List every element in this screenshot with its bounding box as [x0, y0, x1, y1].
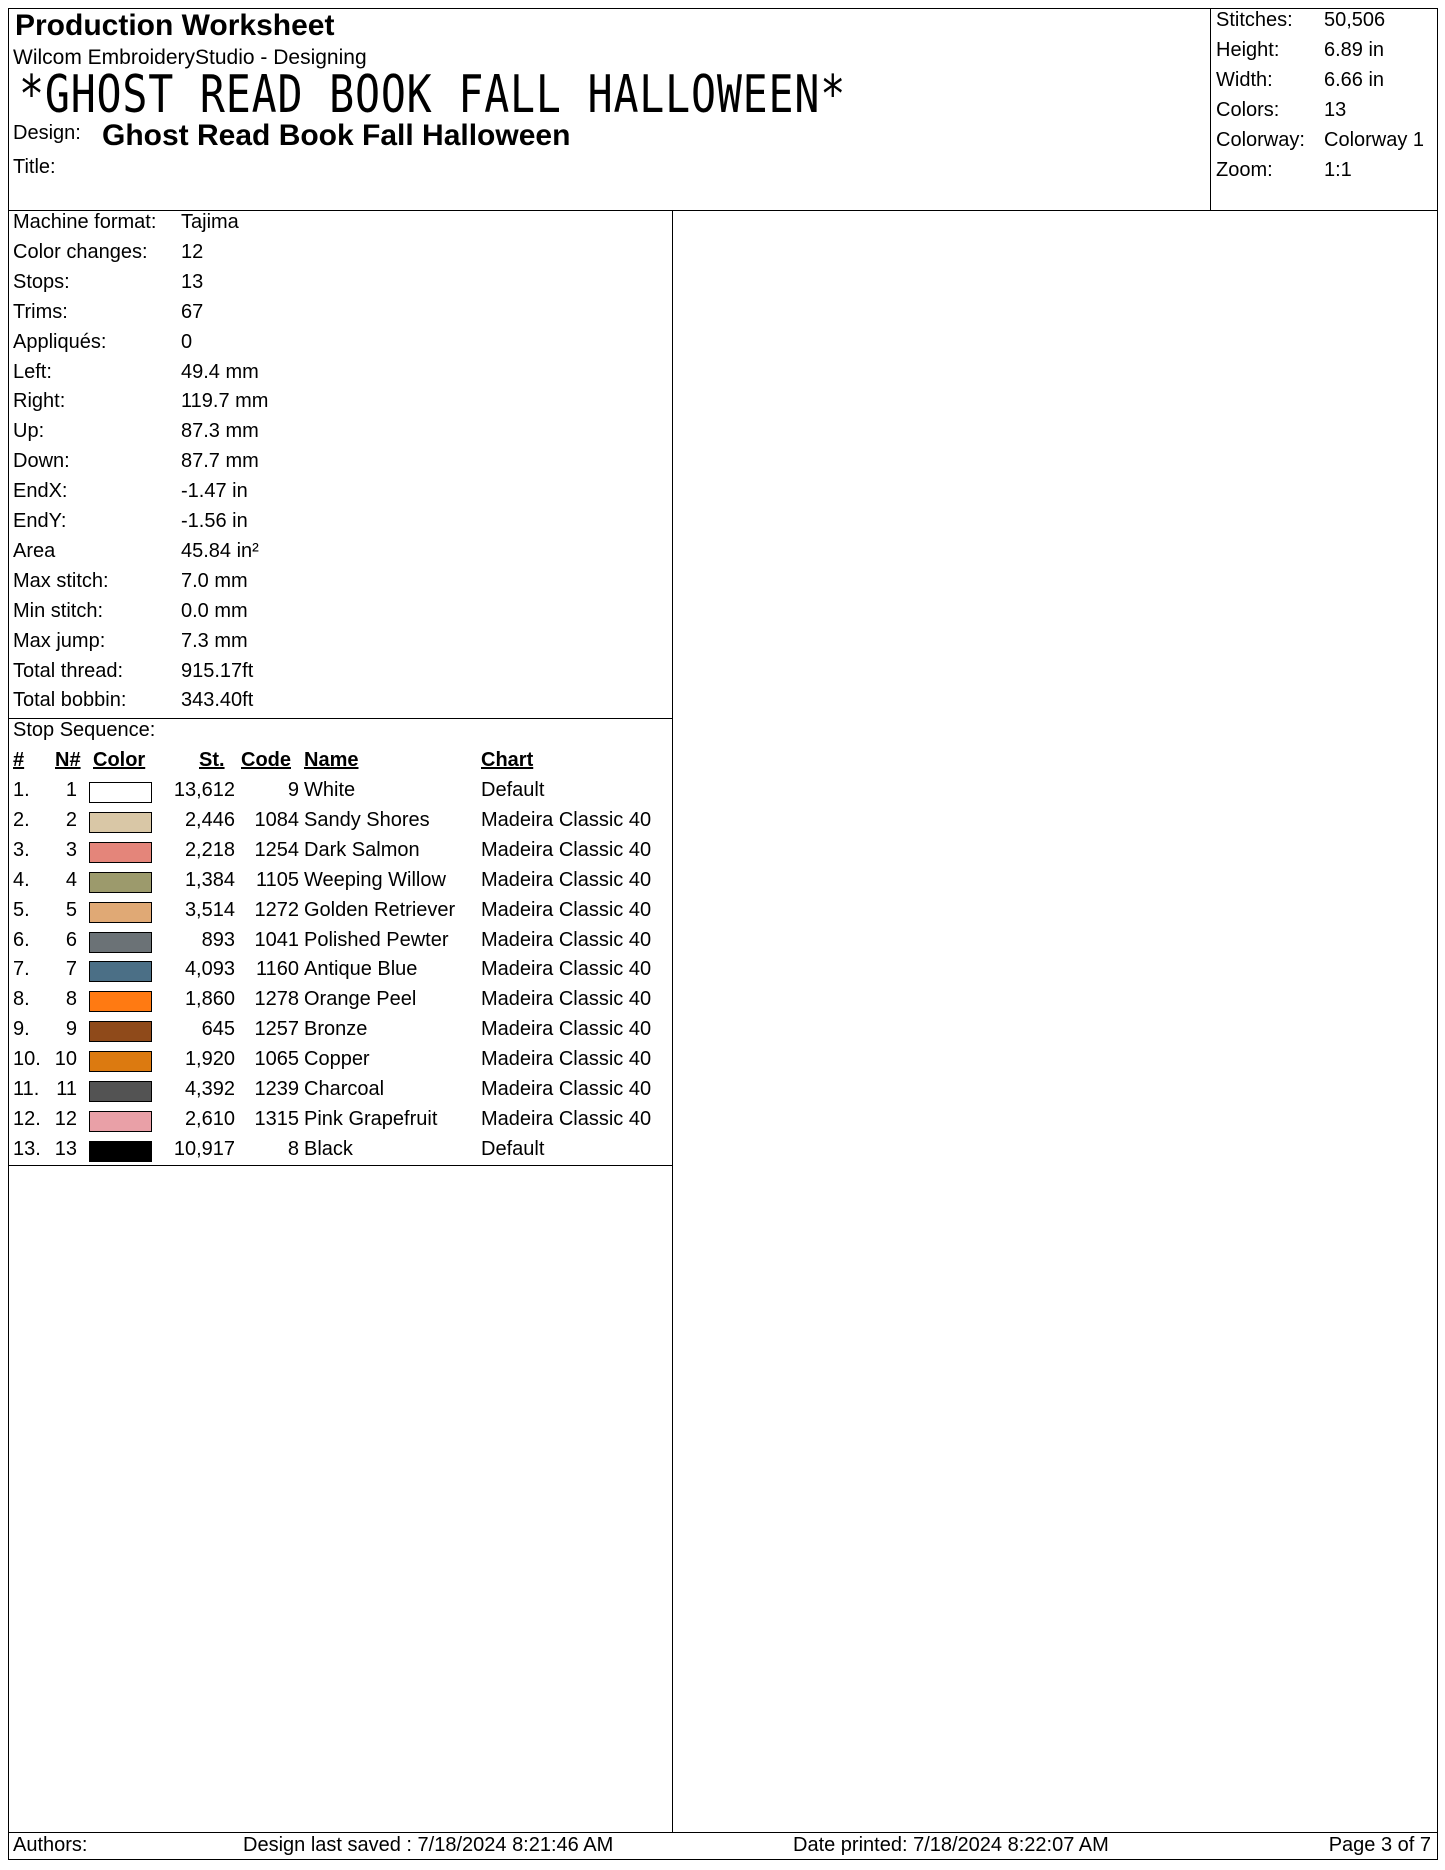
detail-value: 0: [181, 330, 193, 353]
title-label: Title:: [13, 156, 56, 178]
detail-value: 67: [181, 300, 204, 323]
row-code: 1041: [254, 928, 299, 951]
color-swatch: [89, 932, 152, 953]
footer-page: Page 3 of 7: [1328, 1834, 1431, 1856]
software-name: Wilcom EmbroideryStudio - Designing: [13, 46, 367, 69]
table-row: [9, 869, 672, 899]
detail-label: Trims:: [13, 300, 68, 323]
row-stitches: 4,392: [184, 1078, 235, 1100]
row-num: 13.: [13, 1137, 41, 1160]
row-n: 9: [65, 1018, 77, 1041]
table-row: [9, 988, 672, 1018]
row-chart: Madeira Classic 40: [481, 1018, 652, 1041]
row-name: Antique Blue: [304, 958, 418, 981]
detail-value: 915.17ft: [181, 659, 254, 682]
row-chart: Madeira Classic 40: [481, 868, 652, 891]
color-swatch: [89, 842, 152, 863]
header-code: Code: [241, 749, 291, 771]
detail-value: 87.3 mm: [181, 420, 259, 443]
detail-label: Min stitch:: [13, 599, 104, 622]
row-code: 1065: [254, 1048, 299, 1071]
detail-value: -1.56 in: [181, 510, 248, 532]
header-num: #: [13, 749, 25, 771]
color-swatch: [89, 1141, 152, 1162]
design-label: Design:: [13, 122, 81, 144]
column-divider: [672, 210, 673, 1832]
summary-label: Width:: [1216, 69, 1273, 91]
row-n: 2: [65, 808, 77, 831]
detail-value: 7.3 mm: [181, 629, 248, 652]
row-n: 12: [54, 1107, 77, 1130]
footer-saved: Design last saved : 7/18/2024 8:21:46 AM: [243, 1834, 614, 1856]
table-row: [9, 779, 672, 809]
row-name: Copper: [304, 1048, 370, 1071]
detail-value: 343.40ft: [181, 689, 254, 712]
summary-value: 6.66 in: [1324, 69, 1385, 91]
footer-authors: Authors:: [13, 1834, 88, 1856]
row-num: 1.: [13, 779, 30, 801]
row-n: 6: [65, 928, 77, 951]
summary-value: 13: [1324, 99, 1347, 121]
row-stitches: 1,920: [184, 1048, 235, 1071]
summary-value: Colorway 1: [1324, 129, 1425, 151]
detail-value: 7.0 mm: [181, 569, 248, 592]
row-name: Polished Pewter: [304, 928, 449, 951]
row-chart: Madeira Classic 40: [481, 988, 652, 1011]
summary-label: Colors:: [1216, 99, 1280, 121]
row-stitches: 645: [201, 1018, 235, 1041]
detail-label: EndY:: [13, 510, 67, 532]
row-chart: Madeira Classic 40: [481, 1048, 652, 1071]
summary-value: 1:1: [1324, 159, 1352, 181]
row-code: 1254: [254, 838, 299, 861]
row-num: 9.: [13, 1018, 30, 1041]
row-num: 3.: [13, 838, 30, 861]
design-banner: *GHOST READ BOOK FALL HALLOWEEN*: [19, 65, 847, 125]
header-color: Color: [93, 749, 146, 771]
detail-label: Max stitch:: [13, 569, 109, 592]
row-chart: Madeira Classic 40: [481, 928, 652, 951]
row-name: White: [304, 779, 356, 801]
row-name: Sandy Shores: [304, 808, 430, 831]
row-num: 8.: [13, 988, 30, 1011]
table-row: [9, 1048, 672, 1078]
worksheet-title: Production Worksheet: [15, 9, 335, 42]
row-n: 7: [65, 958, 77, 981]
row-stitches: 1,384: [184, 868, 235, 891]
detail-label: Total thread:: [13, 659, 124, 682]
row-stitches: 2,218: [184, 838, 235, 861]
stop-sequence-label: Stop Sequence:: [13, 719, 156, 741]
row-num: 12.: [13, 1107, 41, 1130]
table-row: [9, 1078, 672, 1108]
color-swatch: [89, 961, 152, 982]
color-swatch: [89, 902, 152, 923]
detail-value: 12: [181, 240, 204, 263]
worksheet-page: [8, 8, 1438, 1860]
detail-label: Total bobbin:: [13, 689, 127, 712]
header-st: St.: [199, 749, 225, 771]
row-chart: Madeira Classic 40: [481, 898, 652, 921]
color-swatch: [89, 991, 152, 1012]
row-name: Golden Retriever: [304, 898, 456, 921]
row-num: 5.: [13, 898, 30, 921]
row-chart: Default: [481, 779, 545, 801]
footer-printed: Date printed: 7/18/2024 8:22:07 AM: [793, 1834, 1109, 1856]
row-num: 2.: [13, 808, 30, 831]
color-swatch: [89, 1081, 152, 1102]
detail-value: 0.0 mm: [181, 599, 248, 622]
detail-value: Tajima: [181, 211, 239, 233]
row-name: Orange Peel: [304, 988, 417, 1011]
row-num: 4.: [13, 868, 30, 891]
row-chart: Madeira Classic 40: [481, 838, 652, 861]
table-row: [9, 929, 672, 959]
color-swatch: [89, 1021, 152, 1042]
row-name: Black: [304, 1137, 353, 1160]
row-name: Charcoal: [304, 1078, 385, 1100]
color-swatch: [89, 872, 152, 893]
row-n: 3: [65, 838, 77, 861]
summary-label: Height:: [1216, 39, 1280, 61]
row-num: 6.: [13, 928, 30, 951]
row-chart: Madeira Classic 40: [481, 958, 652, 981]
header-n: N#: [55, 749, 81, 771]
table-row: [9, 1138, 672, 1168]
detail-label: Machine format:: [13, 211, 157, 233]
row-name: Dark Salmon: [304, 838, 420, 861]
summary-value: 50,506: [1324, 9, 1386, 31]
color-swatch: [89, 812, 152, 833]
row-num: 10.: [13, 1048, 41, 1071]
detail-label: Color changes:: [13, 240, 148, 263]
table-row: [9, 1018, 672, 1048]
row-code: 9: [287, 779, 299, 801]
row-stitches: 1,860: [184, 988, 235, 1011]
summary-label: Colorway:: [1216, 129, 1305, 151]
detail-value: 13: [181, 270, 204, 293]
detail-value: 119.7 mm: [181, 390, 269, 413]
color-swatch: [89, 782, 152, 803]
table-row: [9, 809, 672, 839]
row-code: 1272: [254, 898, 299, 921]
row-chart: Madeira Classic 40: [481, 1078, 652, 1100]
table-row: [9, 899, 672, 929]
detail-value: 45.84 in²: [181, 539, 259, 562]
row-n: 13: [54, 1137, 77, 1160]
detail-value: 87.7 mm: [181, 450, 259, 473]
row-stitches: 3,514: [184, 898, 235, 921]
row-code: 8: [287, 1137, 299, 1160]
row-num: 7.: [13, 958, 30, 981]
row-chart: Madeira Classic 40: [481, 1107, 652, 1130]
footer-divider: [9, 1832, 1437, 1833]
detail-label: Max jump:: [13, 629, 106, 652]
header-name: Name: [304, 749, 359, 771]
detail-label: Appliqués:: [13, 330, 107, 353]
table-row: [9, 1108, 672, 1138]
row-name: Pink Grapefruit: [304, 1107, 438, 1130]
detail-value: 49.4 mm: [181, 360, 259, 383]
table-row: [9, 839, 672, 869]
detail-label: Right:: [13, 390, 66, 413]
detail-label: Left:: [13, 360, 52, 383]
row-num: 11.: [13, 1078, 40, 1100]
row-stitches: 13,612: [173, 779, 235, 801]
row-stitches: 4,093: [184, 958, 235, 981]
table-header-row: [9, 749, 672, 779]
detail-value: -1.47 in: [181, 480, 248, 503]
row-chart: Madeira Classic 40: [481, 808, 652, 831]
row-n: 11: [56, 1078, 77, 1100]
row-n: 4: [65, 868, 77, 891]
row-code: 1105: [255, 868, 299, 891]
row-name: Bronze: [304, 1018, 368, 1041]
row-code: 1084: [254, 808, 299, 831]
row-n: 1: [65, 779, 77, 801]
row-code: 1278: [254, 988, 299, 1011]
row-n: 5: [65, 898, 77, 921]
summary-divider: [1210, 9, 1211, 210]
design-name: Ghost Read Book Fall Halloween: [102, 119, 571, 152]
detail-label: Up:: [13, 420, 45, 443]
row-code: 1160: [255, 958, 299, 981]
color-swatch: [89, 1111, 152, 1132]
row-name: Weeping Willow: [304, 868, 446, 891]
summary-value: 6.89 in: [1324, 39, 1385, 61]
row-stitches: 2,610: [184, 1107, 235, 1130]
row-code: 1239: [254, 1078, 299, 1100]
color-swatch: [89, 1051, 152, 1072]
summary-label: Zoom:: [1216, 159, 1273, 181]
row-n: 10: [54, 1048, 77, 1071]
table-row: [9, 958, 672, 988]
detail-label: Stops:: [13, 270, 70, 293]
row-chart: Default: [481, 1137, 545, 1160]
summary-label: Stitches:: [1216, 9, 1293, 31]
detail-label: EndX:: [13, 480, 68, 503]
row-code: 1315: [254, 1107, 299, 1130]
row-stitches: 10,917: [173, 1137, 235, 1160]
detail-label: Down:: [13, 450, 70, 473]
row-stitches: 2,446: [184, 808, 235, 831]
row-n: 8: [65, 988, 77, 1011]
table-bottom-divider: [9, 1165, 672, 1166]
header-chart: Chart: [481, 749, 534, 771]
row-code: 1257: [254, 1018, 299, 1041]
row-stitches: 893: [201, 928, 235, 951]
detail-label: Area: [13, 539, 56, 562]
